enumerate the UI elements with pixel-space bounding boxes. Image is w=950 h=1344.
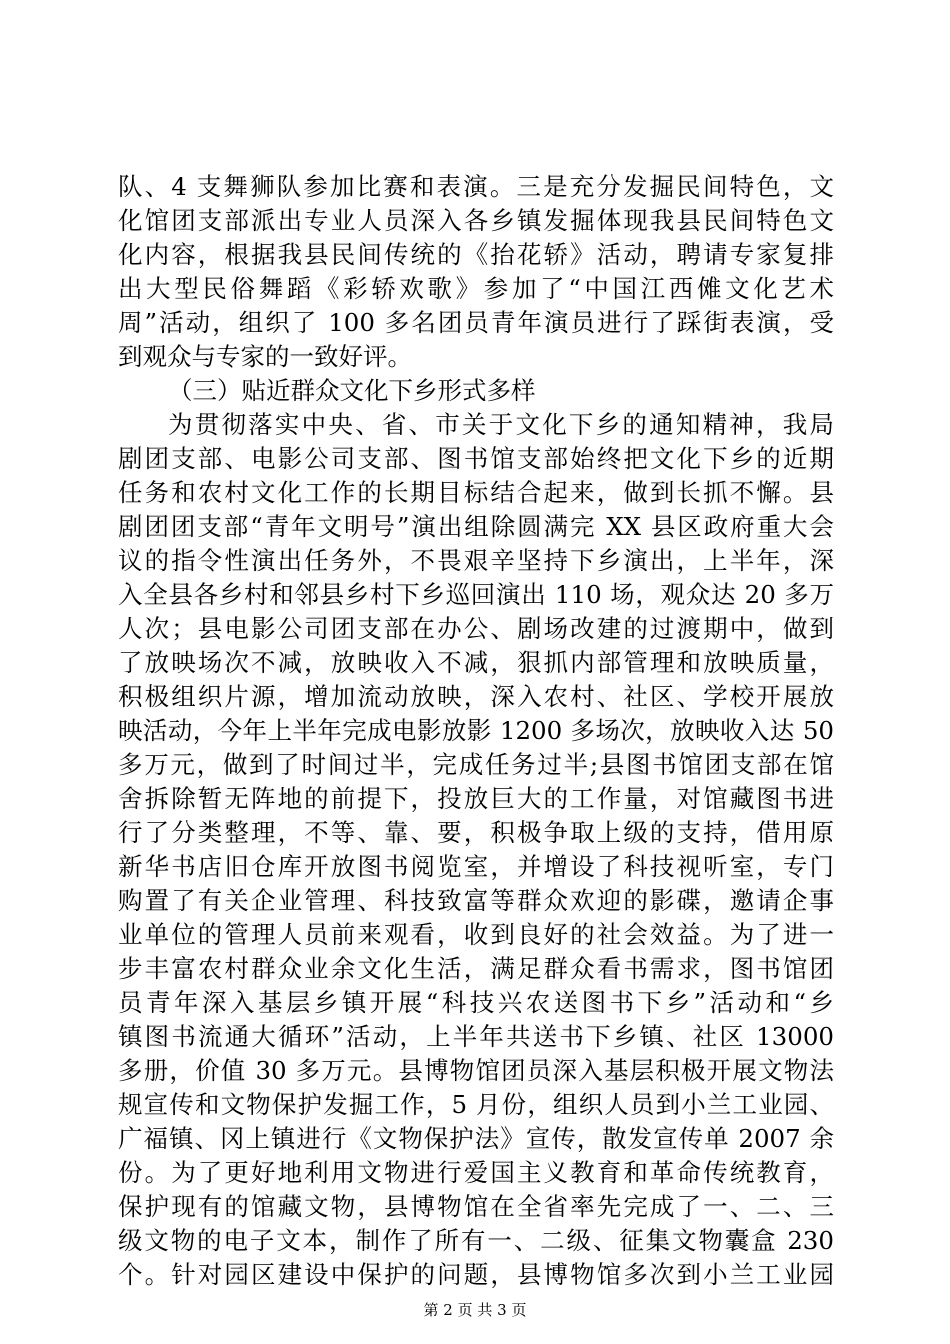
body-text-line: 为贯彻落实中央、省、市关于文化下乡的通知精神，我局 xyxy=(168,410,834,439)
body-text-line: 级文物的电子文本，制作了所有一、二级、征集文物囊盒 230 xyxy=(118,1226,834,1255)
body-text-line: 周”活动，组织了 100 多名团员青年演员进行了踩街表演，受 xyxy=(118,308,834,337)
body-text-line: 出大型民俗舞蹈《彩轿欢歌》参加了“中国江西傩文化艺术 xyxy=(118,274,834,303)
body-text-line: 人次；县电影公司团支部在办公、剧场改建的过渡期中，做到 xyxy=(118,614,834,643)
body-text-line: 到观众与专家的一致好评。 xyxy=(118,342,412,371)
body-text-line: 化馆团支部派出专业人员深入各乡镇发掘体现我县民间特色文 xyxy=(118,206,834,235)
body-text-line: 化内容，根据我县民间传统的《抬花轿》活动，聘请专家复排 xyxy=(118,240,834,269)
body-text-line: 新华书店旧仓库开放图书阅览室，并增设了科技视听室，专门 xyxy=(118,852,834,881)
body-text-line: 镇图书流通大循环”活动，上半年共送书下乡镇、社区 13000 xyxy=(118,1022,834,1051)
page-number-footer: 第 2 页 共 3 页 xyxy=(423,1301,527,1319)
body-text-line: 保护现有的馆藏文物，县博物馆在全省率先完成了一、二、三 xyxy=(118,1192,834,1221)
body-text-line: 任务和农村文化工作的长期目标结合起来，做到长抓不懈。县 xyxy=(118,478,834,507)
body-text-line: 步丰富农村群众业余文化生活，满足群众看书需求，图书馆团 xyxy=(118,954,834,983)
body-text-line: 员青年深入基层乡镇开展“科技兴农送图书下乡”活动和“乡 xyxy=(118,988,834,1017)
body-text-line: 积极组织片源，增加流动放映，深入农村、社区、学校开展放 xyxy=(118,682,834,711)
body-text-line: 个。针对园区建设中保护的问题，县博物馆多次到小兰工业园 xyxy=(118,1260,834,1289)
body-text-line: 业单位的管理人员前来观看，收到良好的社会效益。为了进一 xyxy=(118,920,834,949)
body-text-line: 了放映场次不减，放映收入不减，狠抓内部管理和放映质量， xyxy=(118,648,834,677)
body-text-line: 广福镇、冈上镇进行《文物保护法》宣传，散发宣传单 2007 余 xyxy=(118,1124,834,1153)
body-text-line: 行了分类整理，不等、靠、要，积极争取上级的支持，借用原 xyxy=(118,818,834,847)
body-text-line: 入全县各乡村和邻县乡村下乡巡回演出 110 场，观众达 20 多万 xyxy=(118,580,834,609)
section-heading: （三）贴近群众文化下乡形式多样 xyxy=(168,376,536,405)
body-text-line: 多万元，做到了时间过半，完成任务过半;县图书馆团支部在馆 xyxy=(118,750,834,779)
body-text-line: 剧团团支部“青年文明号”演出组除圆满完 XX 县区政府重大会 xyxy=(118,512,834,541)
body-text-line: 规宣传和文物保护发掘工作，5 月份，组织人员到小兰工业园、 xyxy=(118,1090,834,1119)
body-text-line: 剧团支部、电影公司支部、图书馆支部始终把文化下乡的近期 xyxy=(118,444,834,473)
body-text-line: 映活动，今年上半年完成电影放影 1200 多场次，放映收入达 50 xyxy=(118,716,834,745)
body-text-line: 购置了有关企业管理、科技致富等群众欢迎的影碟，邀请企事 xyxy=(118,886,834,915)
body-text-line: 议的指令性演出任务外，不畏艰辛坚持下乡演出，上半年，深 xyxy=(118,546,834,575)
body-text-line: 多册，价值 30 多万元。县博物馆团员深入基层积极开展文物法 xyxy=(118,1056,834,1085)
body-text-line: 份。为了更好地利用文物进行爱国主义教育和革命传统教育， xyxy=(118,1158,834,1187)
body-text-line: 队、4 支舞狮队参加比赛和表演。三是充分发掘民间特色，文 xyxy=(118,172,834,201)
body-text-line: 舍拆除暂无阵地的前提下，投放巨大的工作量，对馆藏图书进 xyxy=(118,784,834,813)
